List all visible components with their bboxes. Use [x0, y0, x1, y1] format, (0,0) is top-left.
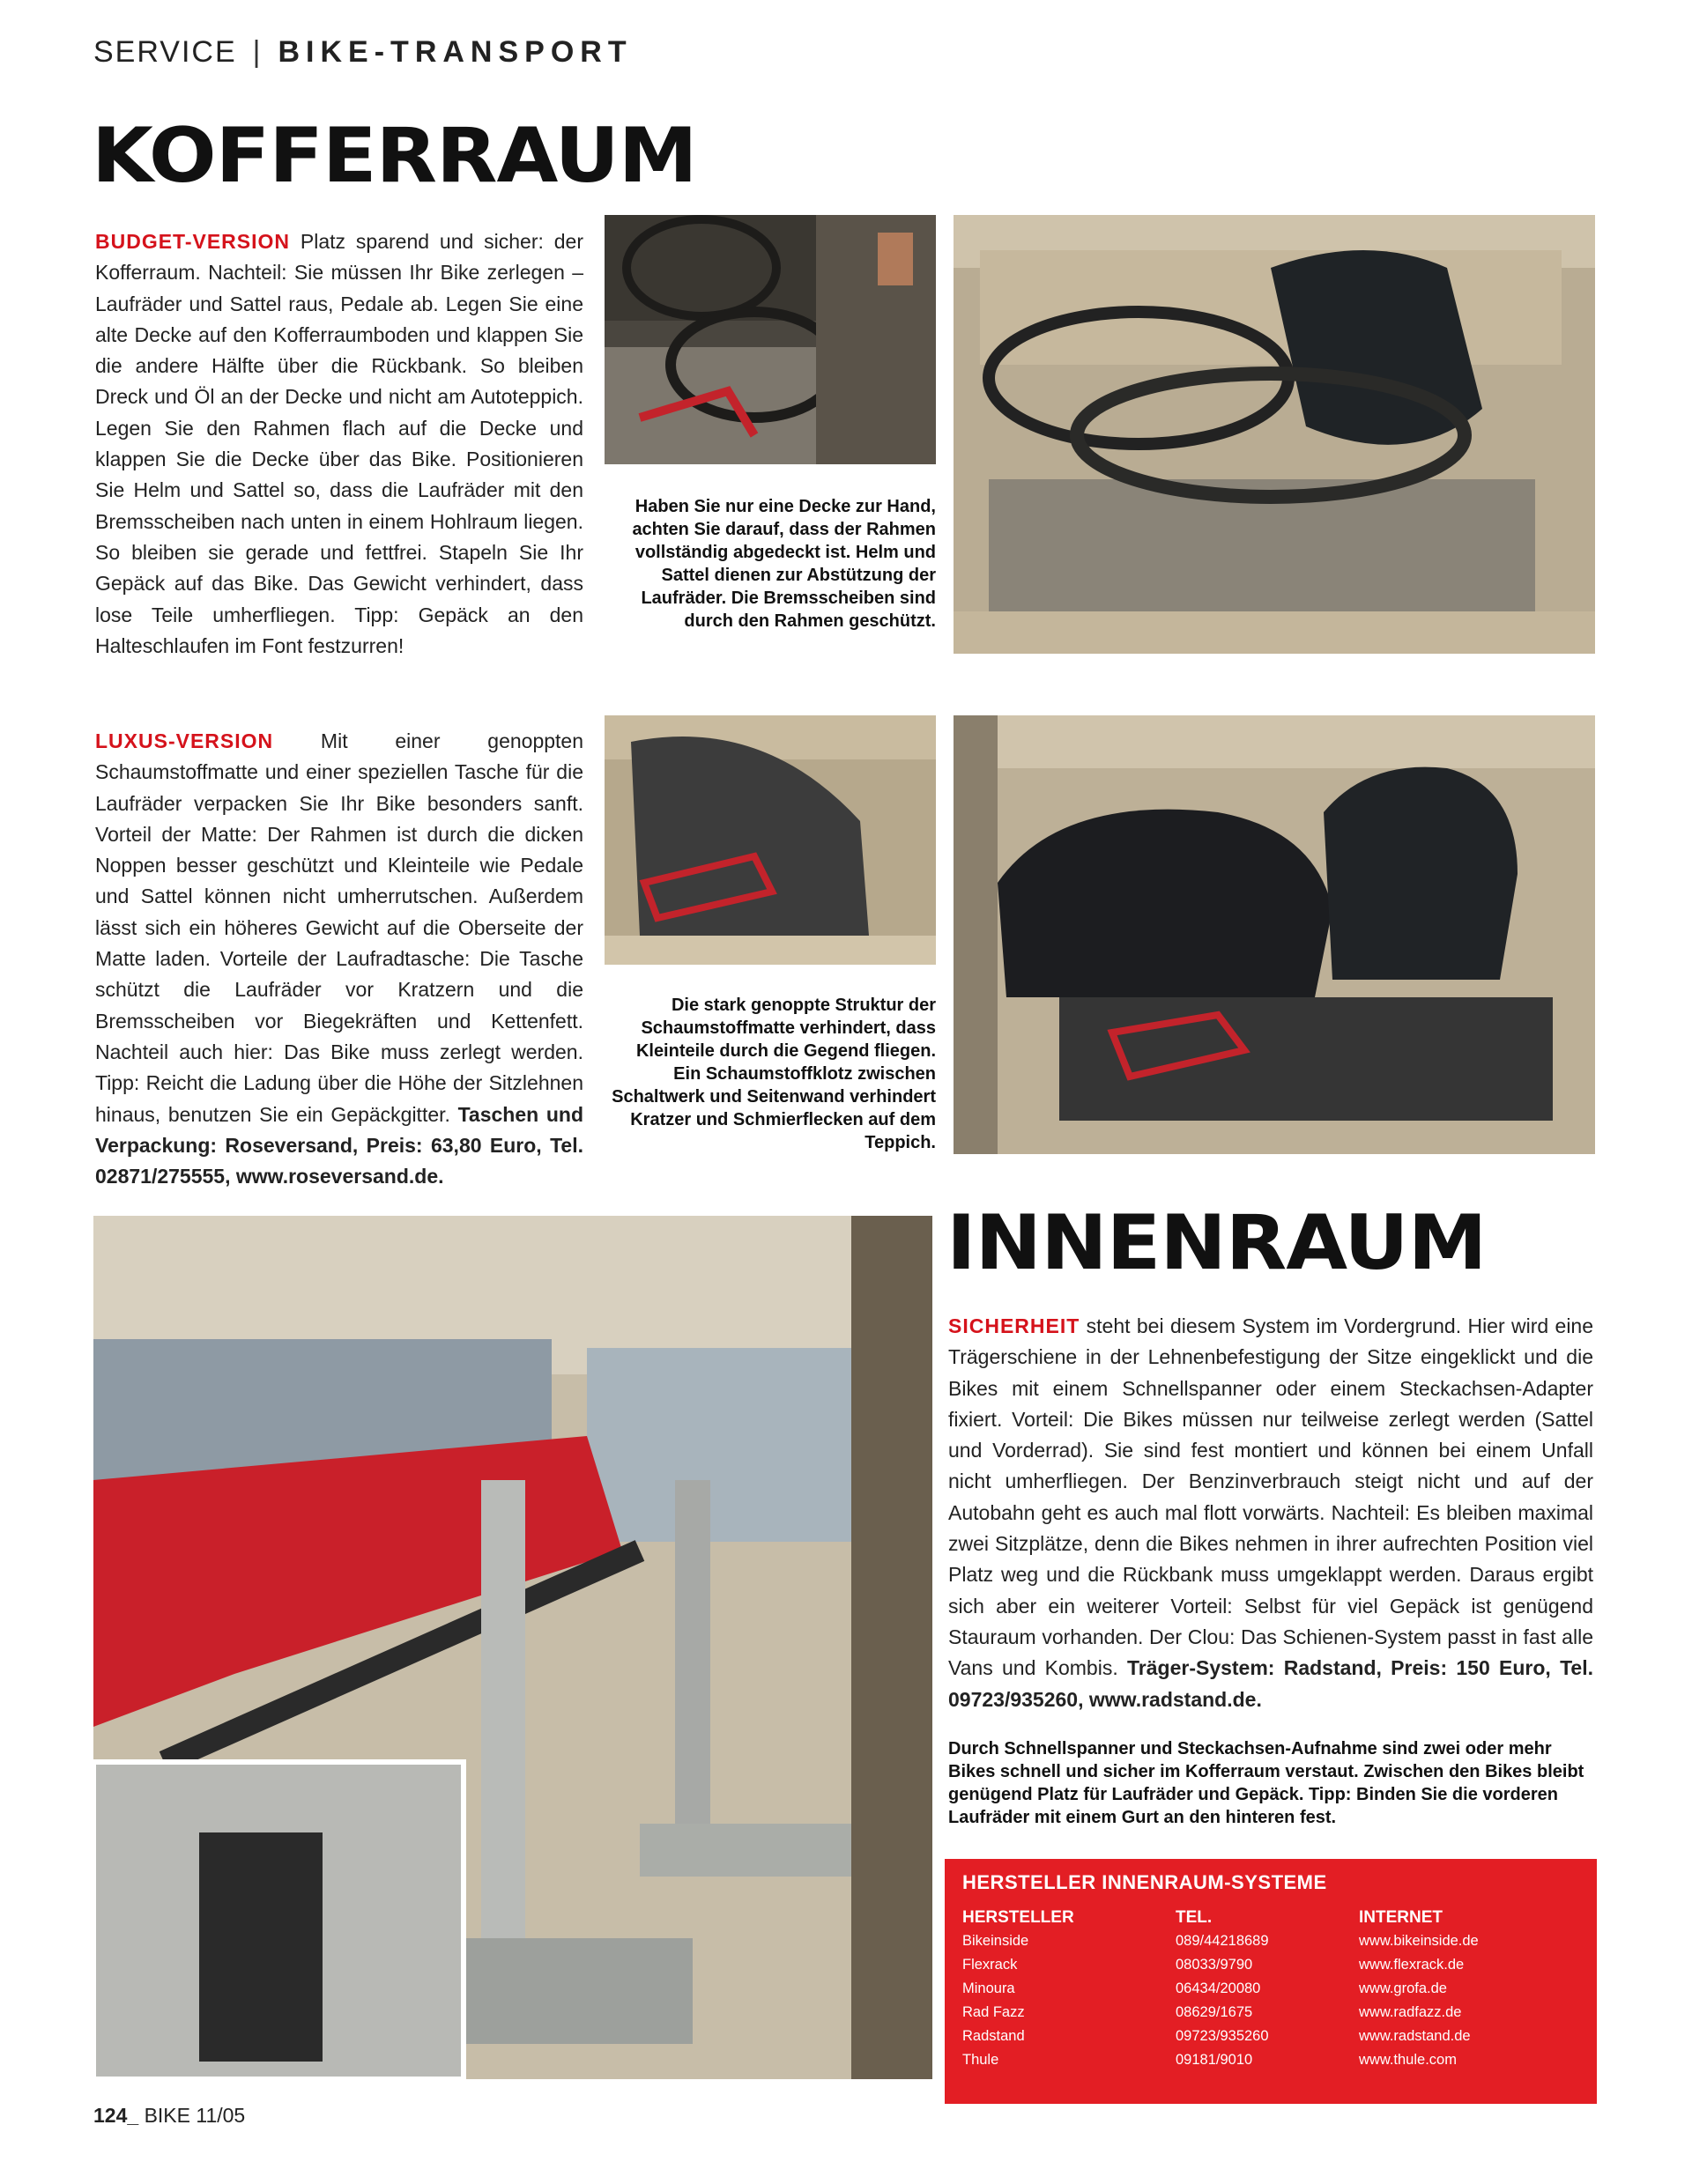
page-footer [93, 2104, 245, 2128]
manufacturer-table [945, 1859, 1597, 2104]
page-number-underscore: _ [127, 2104, 139, 2127]
manufacturer-url: www.bikeinside.de [1359, 1933, 1479, 1949]
issue-label: BIKE 11/05 [144, 2104, 246, 2127]
table-row [962, 1977, 1579, 2001]
budget-caption: Haben Sie nur eine Decke zur Hand, achten Sie darauf, dass der Rahmen vollständig abgedeckt ist. Helm und Sattel dienen zur Abstützung der Laufräder. Die Bremsscheiben sind durch den Rahmen geschützt. [632, 497, 936, 631]
col-header-internet: INTERNET [1359, 1908, 1443, 1927]
manufacturer-phone: 08629/1675 [1176, 2004, 1253, 2020]
luxus-paragraph [95, 726, 583, 1192]
manufacturer-name: Minoura [962, 1980, 1015, 1996]
manufacturer-name: Thule [962, 2052, 999, 2068]
manufacturer-name: Flexrack [962, 1957, 1018, 1973]
table-row [962, 1953, 1579, 1977]
innenraum-text: steht bei diesem System im Vordergrund. Hier wird eine Trägerschiene in der Lehnenbefestigung der Sitze eingeklickt und die Bikes mit einem Schnellspanner oder einem Steckachsen-Adapter fixiert. Vorteil: Die Bikes müssen nur teilweise zerlegt werden (Sattel und Vorderrad). Sie sind fest montiert und können bei einem Unfall nicht umherfliegen. Der Benzinverbrauch steigt nicht und auf der Autobahn geht es auch mal flott vorwärts. Nachteil: Es bleiben maximal zwei Sitzplätze, denn die Bikes nehmen in ihrer aufrechten Position viel Platz weg und die Rückbank muss umgeklappt werden. Daraus ergibt sich aber ein weiterer Vorteil: Selbst für viel Gepäck ist genügend Stauraum vorhanden. Der Clou: Das Schienen-System passt in fast alle Vans und Kombis. [948, 1314, 1594, 1680]
manufacturer-url: www.radfazz.de [1359, 2004, 1462, 2020]
page-number: 124 [93, 2104, 128, 2127]
manufacturer-url: www.flexrack.de [1359, 1957, 1465, 1973]
manufacturer-phone: 09723/935260 [1176, 2028, 1269, 2044]
table-row [962, 1929, 1579, 1953]
photo-interior-rack [93, 1216, 932, 2079]
table-row [962, 2048, 1579, 2072]
manufacturer-phone: 08033/9790 [1176, 1957, 1253, 1973]
col-header-hersteller: HERSTELLER [962, 1908, 1074, 1927]
manufacturer-table-title: HERSTELLER INNENRAUM-SYSTEME [962, 1871, 1327, 1893]
budget-lead: BUDGET-VERSION [95, 230, 291, 253]
manufacturer-list [962, 1908, 1579, 2072]
luxus-info: Taschen und Verpackung: Roseversand, Preis: 63,80 Euro, Tel. 02871/275555, www.roseversand.de. [95, 1102, 583, 1188]
manufacturer-phone: 09181/9010 [1176, 2052, 1253, 2068]
manufacturer-url: www.thule.com [1359, 2052, 1457, 2068]
manufacturer-name: Radstand [962, 2028, 1025, 2044]
col-header-tel: TEL. [1176, 1908, 1213, 1927]
kofferraum-heading: KOFFERRAUM [92, 112, 697, 200]
luxus-caption: Die stark genoppte Struktur der Schaumstoffmatte verhindert, dass Kleinteile durch die Gegend fliegen. Ein Schaumstoffklotz zwischen Schaltwerk und Seitenwand verhindert Kratzer und Schmierflecken auf dem Teppich. [612, 996, 936, 1152]
manufacturer-url: www.radstand.de [1359, 2028, 1471, 2044]
manufacturer-url: www.grofa.de [1359, 1980, 1447, 1996]
topic-label: BIKE-TRANSPORT [278, 35, 633, 69]
manufacturer-name: Rad Fazz [962, 2004, 1025, 2020]
photo-boot-wheels-bag [954, 215, 1595, 654]
innenraum-heading: INNENRAUM [946, 1199, 1487, 1287]
photo-foam-mat [605, 715, 936, 965]
table-row [962, 2025, 1579, 2048]
luxus-text: Mit einer genoppten Schaumstoffmatte und einer speziellen Tasche für die Laufräder verpacken Sie Ihr Bike besonders sanft. Vorteil der Matte: Der Rahmen ist durch die dicken Noppen besser geschützt und Kleinteile wie Pedale und Sattel können nicht umherrutschen. Außerdem lässt sich ein höheres Gewicht auf die Oberseite der Matte laden. Vorteile der Laufradtasche: Die Tasche schützt die Laufräder vor Kratzern und die Bremsscheiben vor Biegekräften und Kettenfett. Nachteil auch hier: Das Bike muss zerlegt werden. Tipp: Reicht die Ladung über die Höhe der Sitzlehnen hinaus, benutzen Sie ein Gepäckgitter. [95, 729, 583, 1126]
manufacturer-phone: 06434/20080 [1176, 1980, 1261, 1996]
budget-text: Platz sparend und sicher: der Kofferraum. Nachteil: Sie müssen Ihr Bike zerlegen – Laufräder und Sattel raus, Pedale ab. Legen Sie eine alte Decke auf den Kofferraumboden und klappen Sie die andere Hälfte über die Rückbank. So bleiben Dreck und Öl an der Decke und nicht am Autoteppich. Legen Sie den Rahmen flach auf die Decke und klappen Sie die Decke über das Bike. Positionieren Sie Helm und Sattel so, dass die Laufräder mit den Bremsscheiben nach unten in einem Hohlraum liegen. So bleiben sie gerade und fettfrei. Stapeln Sie Ihr Gepäck auf das Bike. Das Gewicht verhindert, dass lose Teile umherfliegen. Tipp: Gepäck an den Halteschlaufen im Font festzurren! [95, 230, 583, 657]
innenraum-info: Träger-System: Radstand, Preis: 150 Euro, Tel. 09723/935260, www.radstand.de. [948, 1656, 1593, 1711]
header-separator: | [252, 35, 263, 69]
photo-bike-on-blanket [605, 215, 936, 464]
manufacturer-phone: 089/44218689 [1176, 1933, 1269, 1949]
innenraum-caption: Durch Schnellspanner und Steckachsen-Aufnahme sind zwei oder mehr Bikes schnell und sicher im Kofferraum verstaut. Zwischen den Bikes bleibt genügend Platz für Laufräder und Gepäck. Tipp: Binden Sie die vorderen Laufräder mit einem Gurt an den hinteren fest. [948, 1739, 1584, 1827]
manufacturer-name: Bikeinside [962, 1933, 1029, 1949]
budget-paragraph [95, 226, 583, 662]
section-header [93, 35, 633, 70]
innenraum-paragraph [948, 1311, 1593, 1715]
photo-bags-on-foam [954, 715, 1595, 1154]
table-row [962, 2001, 1579, 2025]
innenraum-lead: SICHERHEIT [948, 1314, 1080, 1337]
section-label: SERVICE [93, 35, 237, 69]
luxus-lead: LUXUS-VERSION [95, 729, 274, 752]
